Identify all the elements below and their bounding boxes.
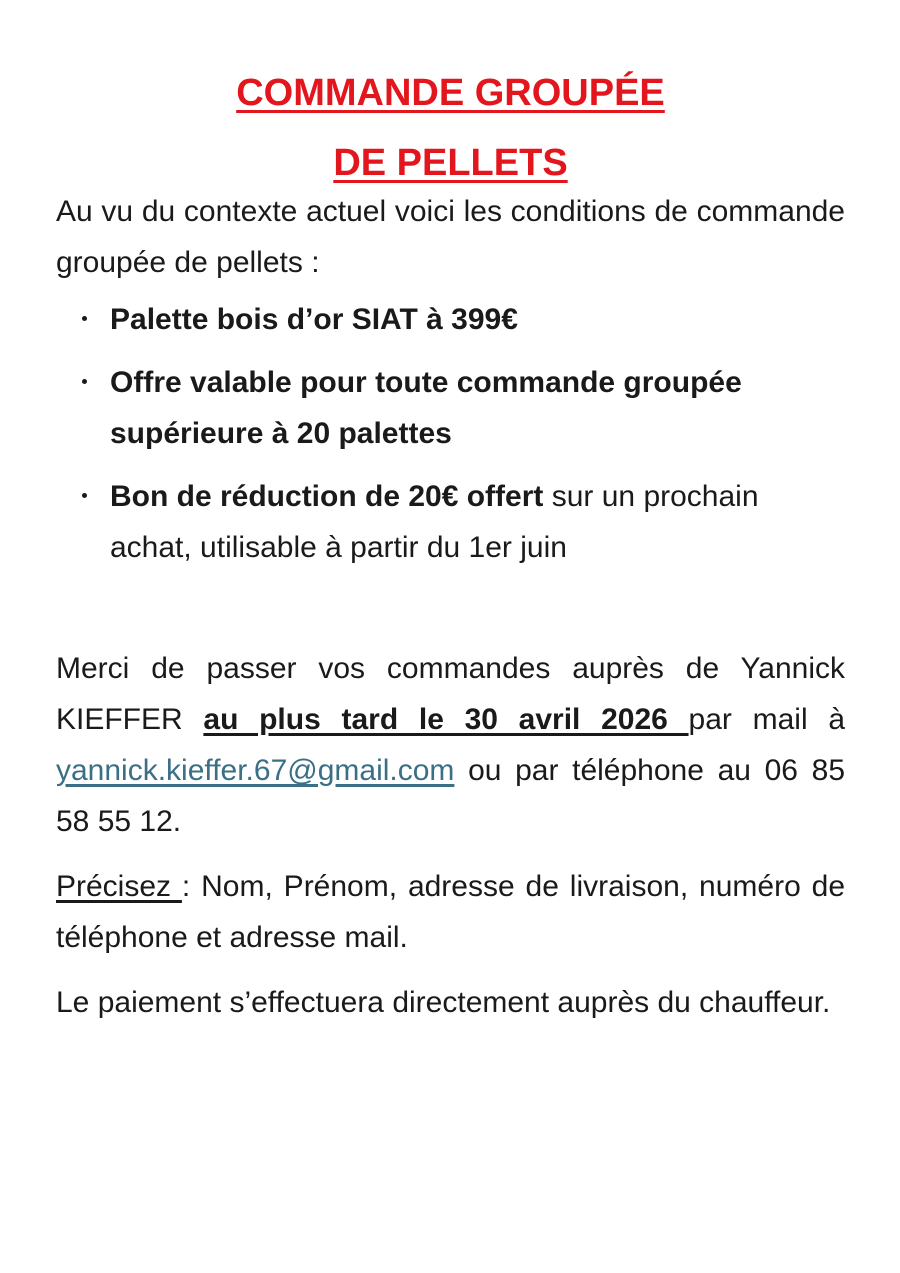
intro-paragraph: Au vu du contexte actuel voici les conditions de commande groupée de pellets :: [56, 195, 845, 279]
bullet-dot-icon: [82, 316, 87, 321]
precise-text: : Nom, Prénom, adresse de livraison, numéro de téléphone et adresse mail.: [56, 870, 846, 954]
email-link[interactable]: yannick.kieffer.67@gmail.com: [56, 754, 455, 787]
condition-text: sur un prochain achat, utilisable à partir du 1er juin: [110, 480, 759, 564]
condition-item: [110, 294, 845, 345]
order-text-middle: par mail à: [688, 703, 846, 736]
bullet-dot-icon: [82, 493, 87, 498]
precise-label: Précisez: [56, 870, 182, 903]
title-line-1-text: COMMANDE GROUPÉE: [236, 72, 665, 114]
order-text-before: Merci de passer vos commandes auprès de Yannick KIEFFER: [56, 652, 845, 736]
condition-bold-text: Offre valable pour toute commande groupée supérieure à 20 palettes: [110, 366, 742, 450]
title-line-2-text: DE PELLETS: [333, 142, 568, 184]
order-paragraph: [56, 643, 845, 847]
condition-item: [110, 357, 845, 459]
conditions-list: [56, 294, 845, 573]
payment-paragraph: Le paiement s’effectuera directement auprès du chauffeur.: [56, 986, 831, 1019]
condition-bold-text: Bon de réduction de 20€ offert: [110, 480, 544, 513]
order-deadline: au plus tard le 30 avril 2026: [203, 703, 689, 736]
order-text-after: ou par téléphone au 06 85 58 55 12.: [56, 754, 845, 838]
precise-paragraph: [56, 861, 845, 963]
condition-bold-text: Palette bois d’or SIAT à 399€: [110, 303, 518, 336]
bullet-dot-icon: [82, 379, 87, 384]
title-line-2: [56, 140, 845, 186]
condition-item: [110, 471, 845, 573]
title-line-1: [56, 70, 845, 116]
